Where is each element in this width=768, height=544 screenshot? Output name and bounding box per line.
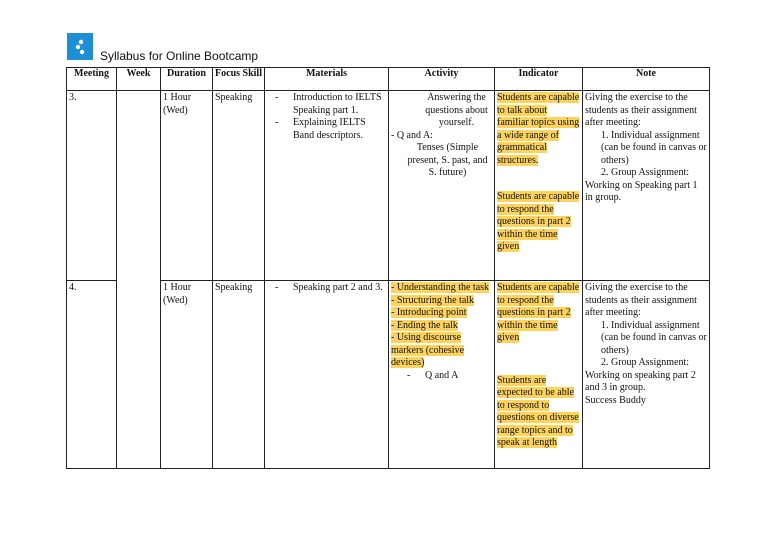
- note-item: 1. Individual assignment (can be found in canvas or others): [601, 319, 707, 356]
- header-week: Week: [117, 68, 161, 91]
- activity-main: Answering the questions about yourself.: [425, 92, 488, 128]
- note-detail: Working on Speaking part 1 in group.: [585, 179, 698, 203]
- focus-skill-cell: Speaking: [213, 281, 265, 469]
- header-meeting: Meeting: [67, 68, 117, 91]
- note-item: 1. Individual assignment (can be found in canvas or others): [601, 129, 707, 166]
- note-extra: Success Buddy: [585, 394, 646, 406]
- activity-qa: - Q and A:: [391, 129, 433, 141]
- note-intro: Giving the exercise to the students as their assignment after meeting:: [585, 282, 697, 318]
- header-note: Note: [583, 68, 710, 91]
- activity-item: - Structuring the talk: [391, 294, 475, 306]
- header-focus-skill: Focus Skill: [213, 68, 265, 91]
- materials-item: - Speaking part 2 and 3.: [267, 282, 386, 295]
- note-cell: [583, 91, 710, 281]
- document-title: Syllabus for Online Bootcamp: [100, 49, 259, 63]
- materials-cell: [265, 281, 389, 469]
- activity-item: - Introducing point: [391, 307, 467, 318]
- duration-cell: 1 Hour (Wed): [161, 281, 213, 469]
- logo-mark-icon: [67, 33, 93, 60]
- focus-skill-cell: Speaking: [213, 91, 265, 281]
- note-intro: Giving the exercise to the students as their assignment after meeting:: [585, 92, 697, 128]
- indicator-spacer: [497, 167, 580, 191]
- activity-item: - Using discourse markers (cohesive devices): [391, 332, 465, 368]
- indicator-cell: [495, 91, 583, 281]
- header-duration: Duration: [161, 68, 213, 91]
- materials-item: - Explaining IELTS Band descriptors.: [267, 117, 386, 142]
- header-indicator: Indicator: [495, 68, 583, 91]
- meeting-cell: 4.: [67, 281, 117, 469]
- note-item: 2. Group Assignment:: [601, 167, 690, 178]
- materials-item: - Introduction to IELTS Speaking part 1.: [267, 92, 386, 117]
- note-cell: [583, 281, 710, 469]
- activity-cell: [389, 91, 495, 281]
- activity-qa: - Q and A: [399, 370, 492, 383]
- activity-item: - Ending the talk: [391, 319, 458, 331]
- bootcamp-logo: [67, 33, 93, 60]
- week-cell: [117, 91, 161, 469]
- materials-cell: [265, 91, 389, 281]
- indicator-text: Students are capable to respond the questions in part 2 within the time given: [497, 282, 580, 343]
- table-row: [67, 91, 710, 281]
- duration-cell: 1 Hour (Wed): [161, 91, 213, 281]
- note-item: 2. Group Assignment:: [601, 357, 690, 368]
- indicator-cell: [495, 281, 583, 469]
- meeting-cell: 3.: [67, 91, 117, 281]
- header-activity: Activity: [389, 68, 495, 91]
- syllabus-table: [66, 67, 710, 469]
- indicator-text: Students are expected to be able to respond to questions on diverse range topics and to speak at length: [497, 374, 579, 448]
- table-row: [67, 281, 710, 469]
- note-detail: Working on speaking part 2 and 3 in group.: [585, 369, 696, 393]
- indicator-text: Students are capable to talk about familiar topics using a wide range of grammatical structures.: [497, 92, 580, 166]
- activity-qa-detail: Tenses (Simple present, S. past, and S. future): [407, 142, 488, 178]
- indicator-text: Students are capable to respond the questions in part 2 within the time given: [497, 191, 580, 252]
- indicator-spacer: [497, 345, 580, 375]
- activity-item: - Understanding the task: [391, 282, 490, 293]
- header-row: [67, 68, 710, 91]
- activity-cell: [389, 281, 495, 469]
- header-materials: Materials: [265, 68, 389, 91]
